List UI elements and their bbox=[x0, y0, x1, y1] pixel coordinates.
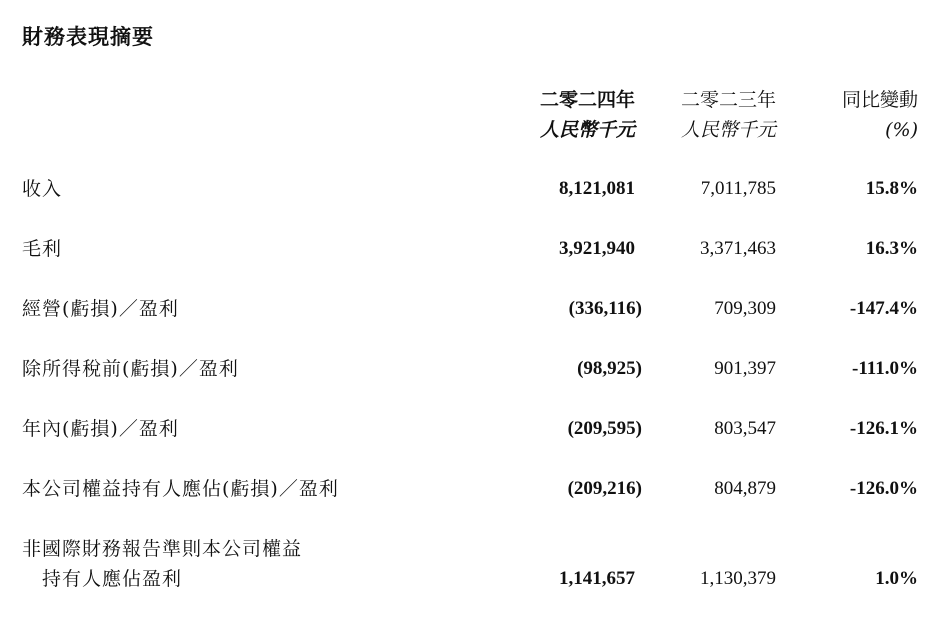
header-change: 同比變動 bbox=[841, 89, 918, 111]
header-change-unit: (%) bbox=[885, 119, 918, 141]
row-revenue-2023: 7,011,785 bbox=[700, 178, 776, 199]
row-attributable-2024: (209,216) bbox=[567, 478, 642, 499]
header-2023-year: 二零二三年 bbox=[680, 89, 776, 111]
row-gross-profit-2023: 3,371,463 bbox=[700, 238, 776, 259]
row-pre-tax-change: -111.0% bbox=[852, 358, 918, 379]
row-label-gross-profit: 毛利 bbox=[22, 238, 63, 260]
row-annual-2024: (209,595) bbox=[567, 418, 642, 439]
row-attributable-2023: 804,879 bbox=[714, 478, 776, 499]
row-annual-2023: 803,547 bbox=[714, 418, 776, 439]
row-operating-2023: 709,309 bbox=[714, 298, 776, 319]
row-label-pre-tax: 除所得稅前(虧損)／盈利 bbox=[22, 358, 239, 380]
row-operating-change: -147.4% bbox=[849, 298, 918, 319]
row-operating-2024: (336,116) bbox=[568, 298, 642, 319]
row-label-non-ifrs-line2: 持有人應佔盈利 bbox=[42, 568, 183, 590]
row-revenue-change: 15.8% bbox=[865, 178, 918, 199]
row-label-revenue: 收入 bbox=[22, 178, 63, 200]
row-label-annual: 年內(虧損)／盈利 bbox=[22, 418, 179, 440]
row-annual-change: -126.1% bbox=[849, 418, 918, 439]
header-2024-currency: 人民幣千元 bbox=[539, 119, 635, 141]
section-title: 財務表現摘要 bbox=[22, 24, 154, 49]
row-label-attributable: 本公司權益持有人應佔(虧損)／盈利 bbox=[22, 478, 339, 500]
row-label-non-ifrs-line1: 非國際財務報告準則本公司權益 bbox=[22, 538, 303, 560]
row-gross-profit-2024: 3,921,940 bbox=[559, 238, 635, 259]
row-pre-tax-2023: 901,397 bbox=[714, 358, 776, 379]
row-non-ifrs-2023: 1,130,379 bbox=[700, 568, 776, 589]
row-revenue-2024: 8,121,081 bbox=[559, 178, 635, 199]
row-label-operating: 經營(虧損)／盈利 bbox=[22, 298, 179, 320]
row-non-ifrs-change: 1.0% bbox=[875, 568, 918, 589]
header-2023-currency: 人民幣千元 bbox=[680, 119, 776, 141]
row-gross-profit-change: 16.3% bbox=[865, 238, 918, 259]
row-attributable-change: -126.0% bbox=[849, 478, 918, 499]
header-2024-year: 二零二四年 bbox=[539, 89, 635, 111]
row-non-ifrs-2024: 1,141,657 bbox=[559, 568, 635, 589]
row-pre-tax-2024: (98,925) bbox=[577, 358, 642, 379]
